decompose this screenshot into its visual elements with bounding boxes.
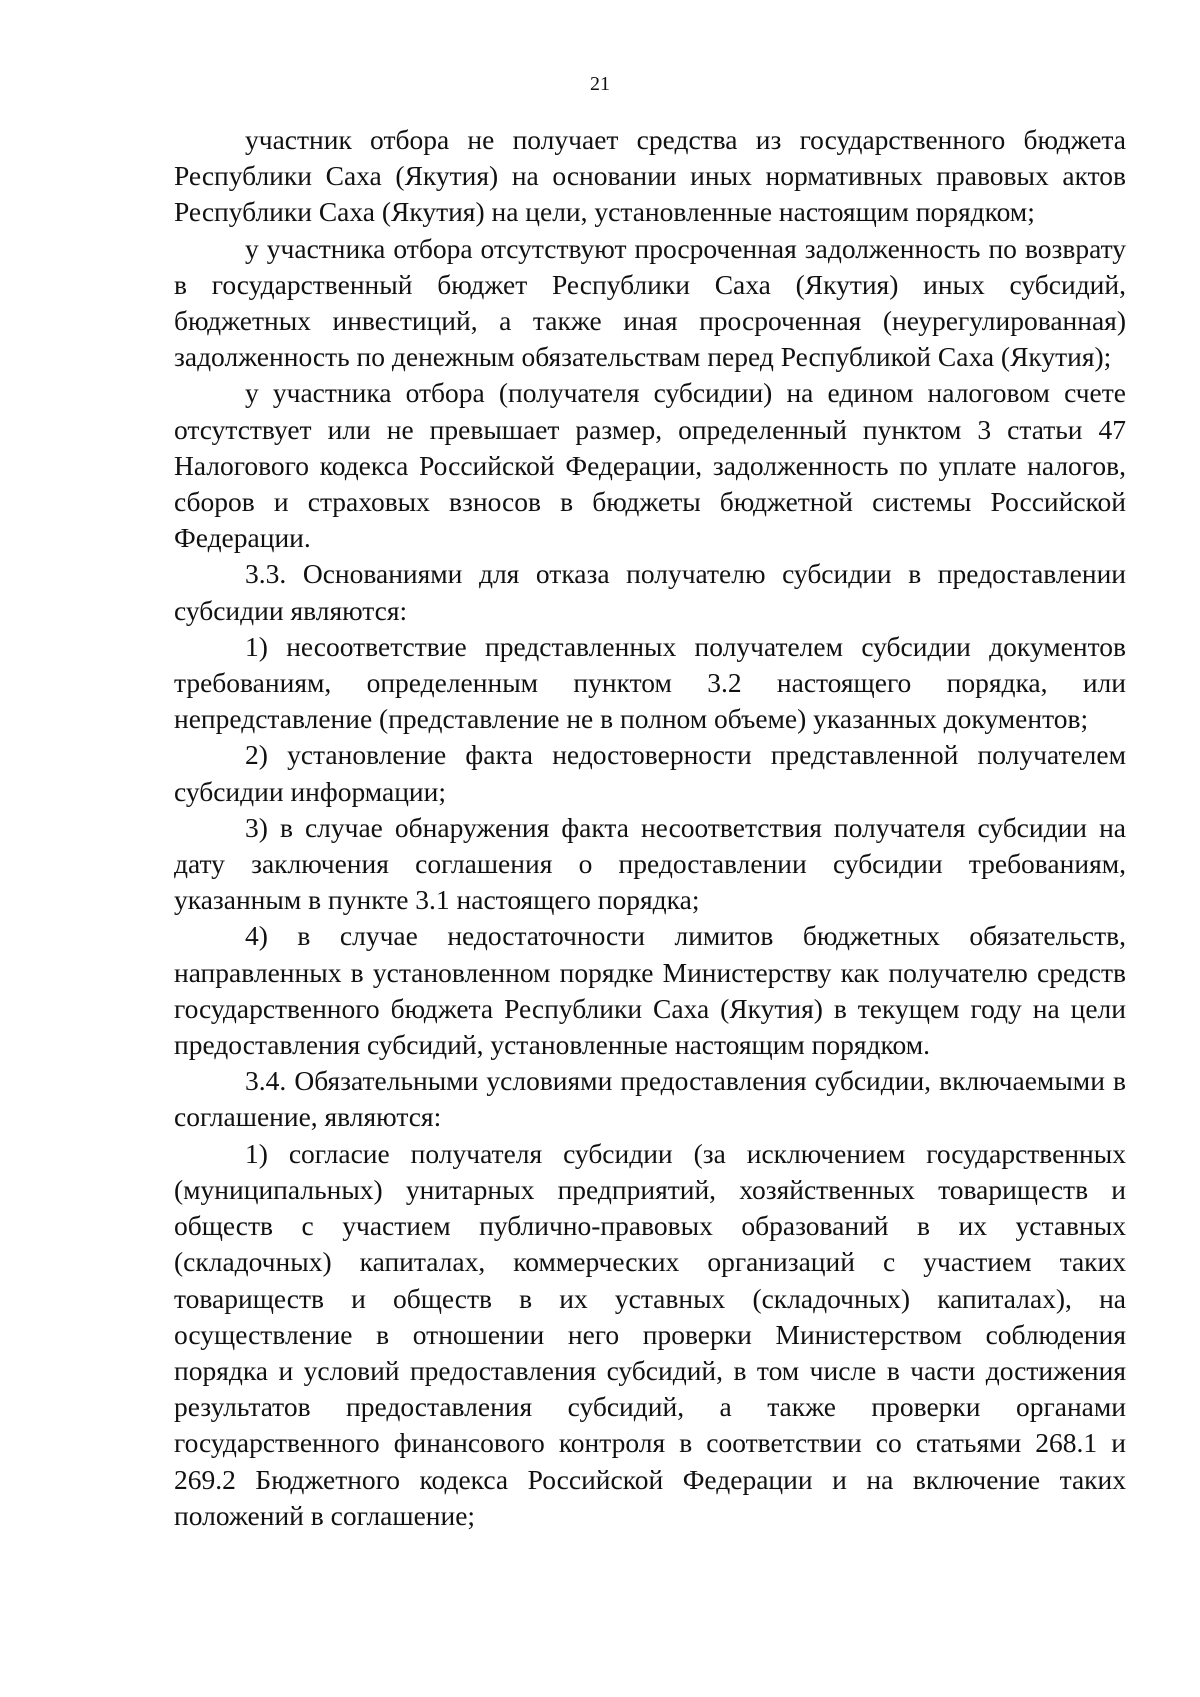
paragraph: у участника отбора (получателя субсидии) на едином налоговом счете отсутствует или не превышает размер, определенный пунктом 3 статьи 47 Налогового кодекса Российской Федерации, задолженность по уплате налогов, сборов и страховых взносов в бюджеты бюджетной системы Российской Федерации. [174,377,1126,554]
document-body [174,122,1126,1534]
list-item-paragraph: 3) в случае обнаружения факта несоответствия получателя субсидии на дату заключения соглашения о предоставлении субсидии требованиям, указанным в пункте 3.1 настоящего порядка; [174,811,1126,916]
section-3-4-paragraph: 3.4. Обязательными условиями предоставления субсидии, включаемыми в соглашение, являются: [174,1065,1126,1133]
list-item-paragraph: 1) согласие получателя субсидии (за исключением государственных (муниципальных) унитарных предприятий, хозяйственных товариществ и обществ с участием публично-правовых образований в их уставных (складочных) капиталах, коммерческих организаций с участием таких товариществ и обществ в их уставных (складочных) капиталах), на осуществление в отношении него проверки Министерством соблюдения порядка и условий предоставления субсидий, в том числе в части достижения результатов предоставления субсидий, а также проверки органами государственного финансового контроля в соответствии со статьями 268.1 и 269.2 Бюджетного кодекса Российской Федерации и на включение таких положений в соглашение; [174,1137,1126,1531]
page-number: 21 [590,73,610,95]
list-item-paragraph: 4) в случае недостаточности лимитов бюджетных обязательств, направленных в установленном порядке Министерству как получателю средств государственного бюджета Республики Саха (Якутия) в текущем году на цели предоставления субсидий, установленные настоящим порядком. [174,920,1126,1061]
list-item-paragraph: 2) установление факта недостоверности представленной получателем субсидии информации; [174,739,1126,807]
paragraph: участник отбора не получает средства из государственного бюджета Республики Саха (Якутия) на основании иных нормативных правовых актов Республики Саха (Якутия) на цели, установленные настоящим порядком; [174,124,1126,228]
section-3-3-paragraph: 3.3. Основаниями для отказа получателю субсидии в предоставлении субсидии являются: [174,558,1126,626]
paragraph: у участника отбора отсутствуют просроченная задолженность по возврату в государственный бюджет Республики Саха (Якутия) иных субсидий, бюджетных инвестиций, а также иная просроченная (неурегулированная) задолженность по денежным обязательствам перед Республикой Саха (Якутия); [174,232,1126,373]
list-item-paragraph: 1) несоответствие представленных получателем субсидии документов требованиям, определенным пунктом 3.2 настоящего порядка, или непредставление (представление не в полном объеме) указанных документов; [174,630,1126,735]
